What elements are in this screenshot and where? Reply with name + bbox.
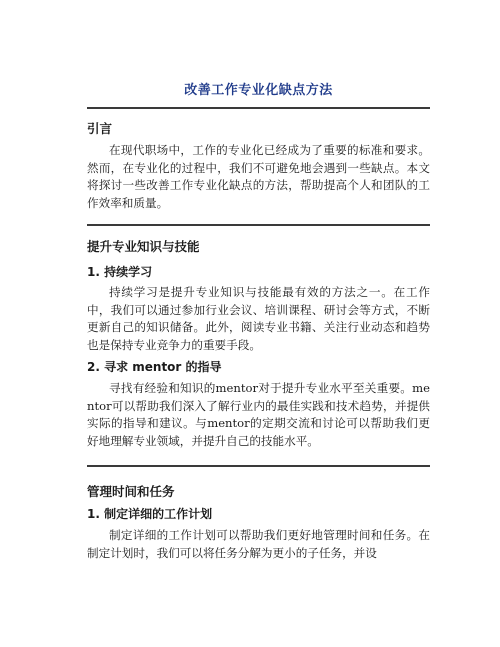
section-divider-1 xyxy=(87,224,430,226)
intro-body xyxy=(87,142,430,212)
section-2-sub-1-body xyxy=(87,527,430,562)
intro-section xyxy=(87,119,430,137)
intro-heading: 引言 xyxy=(87,121,113,136)
section-1-sub-2-paragraph: 寻找有经验和知识的mentor对于提升专业水平至关重要。mentor可以帮助我们深入了解行业内的最佳实践和技术趋势，并提供实际的指导和建议。与mentor的定期交流和讨论可以帮助我们更好地理解专业领域，并提升自己的技能水平。 xyxy=(87,381,430,448)
section-1 xyxy=(87,237,430,255)
section-2-sub-1 xyxy=(87,505,430,522)
section-2-heading: 管理时间和任务 xyxy=(87,484,175,499)
section-1-sub-2-body xyxy=(87,380,430,450)
intro-paragraph: 在现代职场中，工作的专业化已经成为了重要的标准和要求。然而，在专业化的过程中，我们不可避免地会遇到一些缺点。本文将探讨一些改善工作专业化缺点的方法，帮助提高个人和团队的工作效率和质量。 xyxy=(87,143,430,210)
page-title: 改善工作专业化缺点方法 xyxy=(184,83,333,98)
section-1-sub-1-body xyxy=(87,284,430,354)
section-1-sub-1 xyxy=(87,263,430,280)
section-1-sub-2-heading: 2. 寻求 mentor 的指导 xyxy=(87,360,222,374)
section-2 xyxy=(87,482,430,500)
section-2-sub-1-heading: 1. 制定详细的工作计划 xyxy=(87,507,213,521)
section-1-sub-2 xyxy=(87,358,430,375)
section-1-sub-1-paragraph: 持续学习是提升专业知识与技能最有效的方法之一。在工作中，我们可以通过参加行业会议、培训课程、研讨会等方式，不断更新自己的知识储备。此外，阅读专业书籍、关注行业动态和趋势也是保持专业竞争力的重要手段。 xyxy=(87,285,430,352)
section-1-sub-1-heading: 1. 持续学习 xyxy=(87,265,153,279)
section-1-heading: 提升专业知识与技能 xyxy=(87,239,200,254)
section-divider-2 xyxy=(87,465,430,467)
section-2-sub-1-paragraph: 制定详细的工作计划可以帮助我们更好地管理时间和任务。在制定计划时，我们可以将任务分解为更小的子任务，并设 xyxy=(87,528,430,560)
title-divider xyxy=(87,107,430,109)
